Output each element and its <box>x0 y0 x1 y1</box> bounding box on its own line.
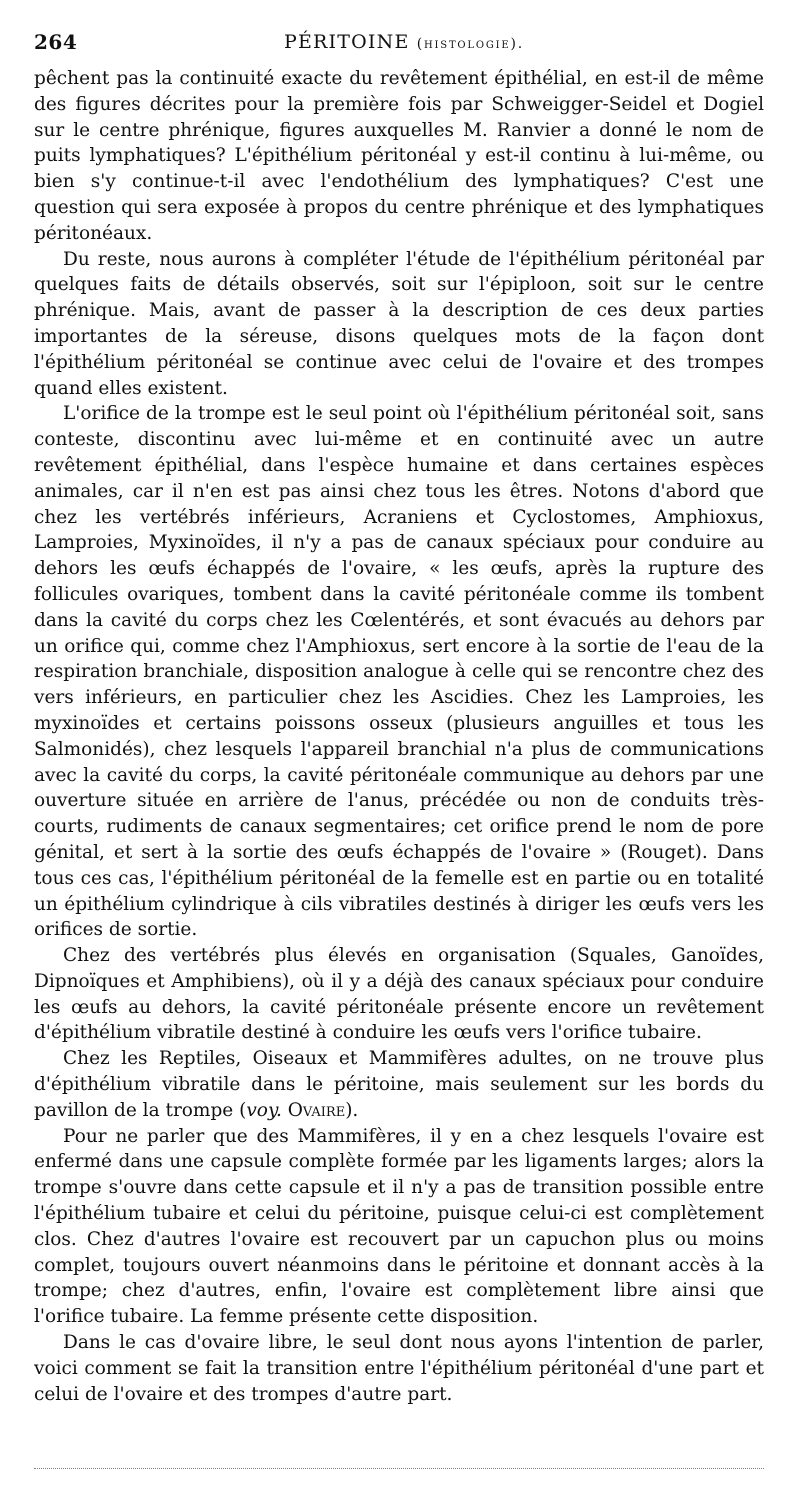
paragraph-free-ovary: Dans le cas d'ovaire libre, le seul dont nous ayons l'intention de parler, voici comment se fait la transition entre l'épithélium péritonéal d'une part et celui de l'ovaire et des trompes d'autre part. <box>34 1332 764 1405</box>
paragraph-continued: pêchent pas la continuité exacte du revêtement épithélial, en est-il de même des figures décrites pour la première fois par Schweigger-Seidel et Dogiel sur le centre phrénique, figures auxquelles M. Ranvier a donné le nom de puits lymphatiques? L'épithélium péritonéal y est-il continu à lui-même, ou bien s'y continue-t-il avec l'endothélium des lymphatiques? C'est une question qui sera exposée à propos du centre phrénique et des lymphatiques péritonéaux. <box>34 68 764 244</box>
paragraph-text-after-reference: ). <box>345 1099 359 1121</box>
page-header <box>34 30 764 58</box>
running-title-subtitle: (histologie). <box>416 36 525 52</box>
paragraph-epithelium-completion: Du reste, nous aurons à compléter l'étude de l'épithélium péritonéal par quelques faits de détails observés, soit sur l'épiploon, soit sur le centre phrénique. Mais, avant de passer à la description de ces deux parties importantes de la séreuse, disons quelques mots de la façon dont l'épithélium péritonéal se continue avec celui de l'ovaire et des trompes quand elles existent. <box>34 248 764 399</box>
paragraph-mammals-ovary: Pour ne parler que des Mammifères, il y en a chez lesquels l'ovaire est enfermé dans une capsule complète formée par les ligaments larges; alors la trompe s'ouvre dans cette capsule et il n'y a pas de transition possible entre l'épithélium tubaire et celui du péritoine, puisque celui-ci est complètement clos. Chez d'autres l'ovaire est recouvert par un capuchon plus ou moins complet, toujours ouvert néanmoins dans le péritoine et donnant accès à la trompe; chez d'autres, enfin, l'ovaire est complètement libre ainsi que l'orifice tubaire. La femme présente cette disposition. <box>34 1125 764 1328</box>
running-title-main: PÉRITOINE <box>284 31 410 53</box>
paragraph-tubal-orifice: L'orifice de la trompe est le seul point où l'épithélium péritonéal soit, sans conteste, discontinu avec lui-même et en continuité avec un autre revêtement épithélial, dans l'espèce humaine et dans certaines espèces animales, car il n'en est pas ainsi chez tous les êtres. Notons d'abord que chez les vertébrés inférieurs, Acraniens et Cyclostomes, Amphioxus, Lamproies, Myxinoïdes, il n'y a pas de canaux spéciaux pour conduire au dehors les œufs échappés de l'ovaire, « les œufs, après la rupture des follicules ovariques, tombent dans la cavité péritonéale comme ils tombent dans la cavité du corps chez les Cœlentérés, et sont évacués au dehors par un orifice qui, comme chez l'Amphioxus, sert encore à la sortie de l'eau de la respiration branchiale, disposition analogue à celle qui se rencontre chez des vers inférieurs, en particulier chez les Ascidies. Chez les Lamproies, les myxinoïdes et certains poissons osseux (plusieurs anguilles et tous les Salmonidés), chez lesquels l'appareil branchial n'a plus de communications avec la cavité du corps, la cavité péritonéale communique au dehors par une ouverture située en arrière de l'anus, précédée ou non de conduits très-courts, rudiments de canaux segmentaires; cet orifice prend le nom de pore génital, et sert à la sortie des œufs échappés de l'ovaire » (Rouget). Dans tous ces cas, l'épithélium péritonéal de la femelle est en partie ou en totalité un épithélium cylindrique à cils vibratiles destinés à diriger les œufs vers les orifices de sortie. <box>34 403 764 941</box>
paragraph-reptiles-birds-mammals <box>34 1046 764 1123</box>
italic-reference-abbreviation: voy. <box>246 1099 282 1121</box>
page-number: 264 <box>34 30 78 54</box>
paragraph-text-before-reference: Chez les Reptiles, Oiseaux et Mammifères adultes, on ne trouve plus d'épithélium vibratile dans le péritoine, mais seulement sur les bords du pavillon de la trompe ( <box>34 1048 764 1121</box>
paragraph-higher-vertebrates: Chez des vertébrés plus élevés en organisation (Squales, Ganoïdes, Dipnoïques et Amphibiens), où il y a déjà des canaux spéciaux pour conduire les œufs au dehors, la cavité péritonéale présente encore un revêtement d'épithélium vibratile destiné à conduire les œufs vers l'orifice tubaire. <box>34 945 764 1044</box>
footer-dotted-rule <box>34 1468 764 1469</box>
running-title <box>284 30 524 56</box>
page-body <box>34 66 764 1407</box>
small-caps-reference: Ovaire <box>287 1099 346 1121</box>
book-page <box>34 30 764 1480</box>
